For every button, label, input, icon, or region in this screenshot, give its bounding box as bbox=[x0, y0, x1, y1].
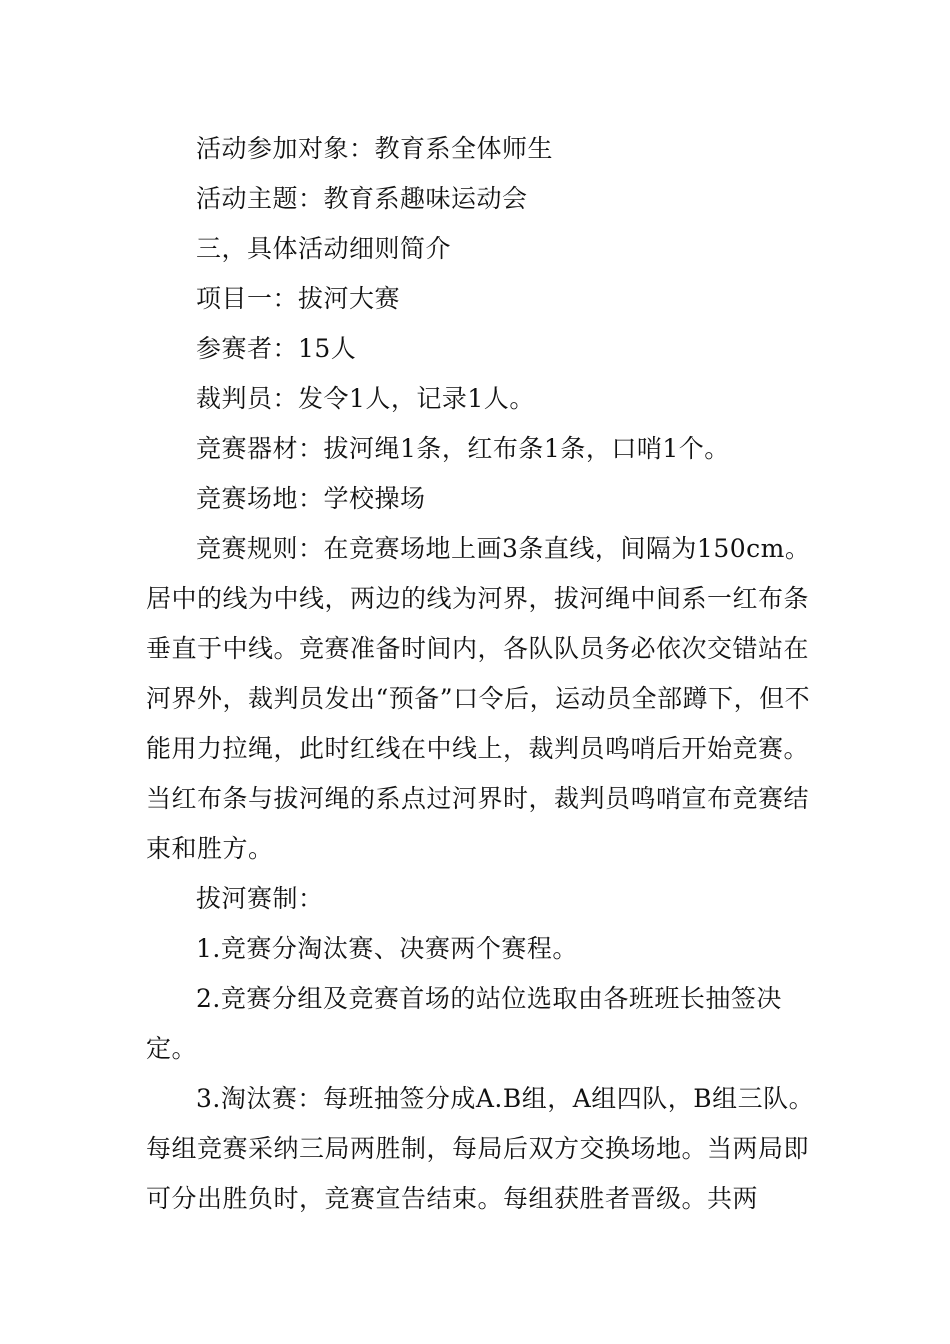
document-body bbox=[146, 124, 826, 1224]
paragraph-contestants: 参赛者：15人 bbox=[196, 334, 357, 363]
paragraph-theme: 活动主题：教育系趣味运动会 bbox=[196, 184, 528, 213]
list-item-2: 2.竞赛分组及竞赛首场的站位选取由各班班长抽签决定。 bbox=[146, 984, 782, 1063]
list-item-3: 3.淘汰赛：每班抽签分成A.B组，A组四队，B组三队。每组竞赛采纳三局两胜制，每局后双方交换场地。当两局即可分出胜负时，竞赛宣告结束。每组获胜者晋级。共两 bbox=[146, 1084, 815, 1213]
paragraph-venue: 竞赛场地：学校操场 bbox=[196, 484, 426, 513]
paragraph-rules: 竞赛规则：在竞赛场地上画3条直线，间隔为150cm。居中的线为中线，两边的线为河界，拔河绳中间系一红布条垂直于中线。竞赛准备时间内，各队队员务必依次交错站在河界外，裁判员发出“预备”口令后，运动员全部蹲下，但不能用力拉绳，此时红线在中线上，裁判员鸣哨后开始竞赛。当红布条与拔河绳的系点过河界时，裁判员鸣哨宣布竞赛结束和胜方。 bbox=[146, 534, 811, 863]
paragraph-participants: 活动参加对象：教育系全体师生 bbox=[196, 134, 554, 163]
list-item-1: 1.竞赛分淘汰赛、决赛两个赛程。 bbox=[196, 934, 578, 963]
paragraph-event-one: 项目一：拔河大赛 bbox=[196, 284, 401, 313]
paragraph-equipment: 竞赛器材：拔河绳1条，红布条1条，口哨1个。 bbox=[196, 434, 730, 463]
section-heading-details: 三，具体活动细则简介 bbox=[196, 234, 452, 263]
paragraph-referees: 裁判员：发令1人，记录1人。 bbox=[196, 384, 535, 413]
paragraph-format-heading: 拔河赛制： bbox=[196, 884, 324, 913]
